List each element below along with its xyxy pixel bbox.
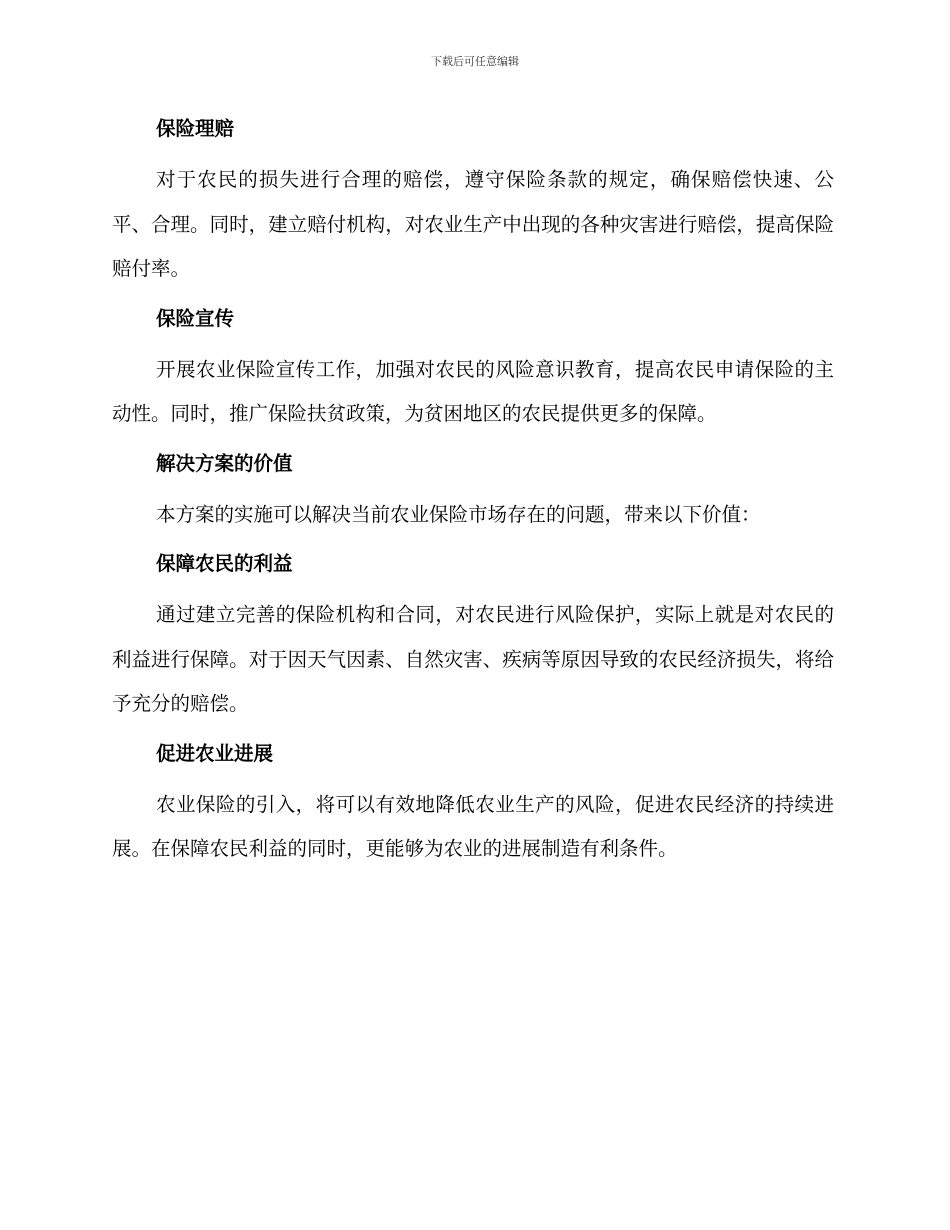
section-solution-value <box>112 447 834 548</box>
section-claims <box>112 112 834 302</box>
section-heading: 保障农民的利益 <box>156 552 293 575</box>
section-promotion <box>112 302 834 447</box>
document-body <box>112 112 834 872</box>
section-paragraph: 本方案的实施可以解决当前农业保险市场存在的问题，带来以下价值： <box>156 502 761 526</box>
section-paragraph: 对于农民的损失进行合理的赔偿，遵守保险条款的规定，确保赔偿快速、公平、合理。同时，建立赔付机构，对农业生产中出现的各种灾害进行赔偿，提高保险赔付率。 <box>112 168 834 280</box>
section-heading: 保险理赔 <box>156 117 235 140</box>
section-promote-agriculture <box>112 737 834 872</box>
section-heading: 保险宣传 <box>156 306 235 330</box>
section-heading: 促进农业进展 <box>156 741 274 765</box>
section-paragraph: 开展农业保险宣传工作，加强对农民的风险意识教育，提高农民申请保险的主动性。同时，推广保险扶贫政策，为贫困地区的农民提供更多的保障。 <box>112 357 834 425</box>
page-header: 下载后可任意编辑 <box>431 55 519 68</box>
section-paragraph: 通过建立完善的保险机构和合同，对农民进行风险保护，实际上就是对农民的利益进行保障。对于因天气因素、自然灾害、疾病等原因导致的农民经济损失，将给予充分的赔偿。 <box>112 603 834 715</box>
section-heading: 解决方案的价值 <box>156 451 293 475</box>
section-paragraph: 农业保险的引入，将可以有效地降低农业生产的风险，促进农民经济的持续进展。在保障农民利益的同时，更能够为农业的进展制造有利条件。 <box>112 792 834 860</box>
section-protect-farmers <box>112 547 834 737</box>
